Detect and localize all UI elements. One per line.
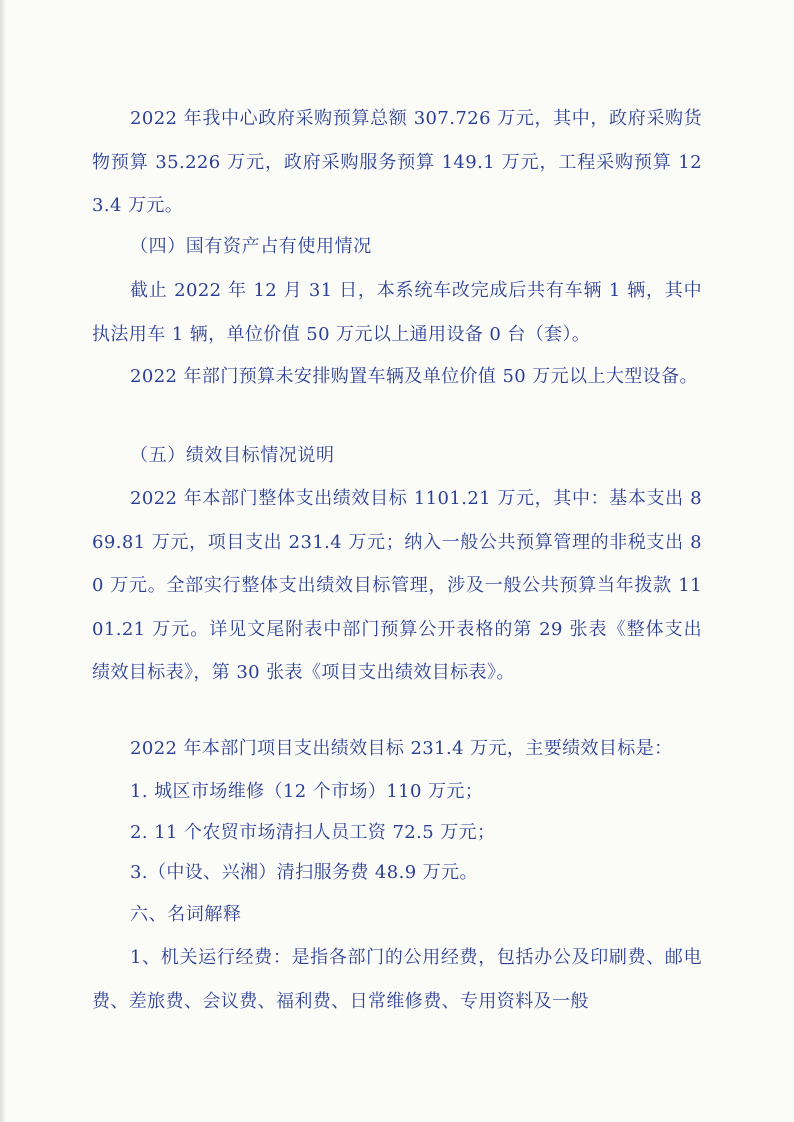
section-heading-state-assets: （四）国有资产占有使用情况: [130, 236, 372, 257]
overall-performance-paragraph: 2022 年本部门整体支出绩效目标 1101.21 万元，其中：基本支出 869.81 万元，项目支出 231.4 万元；纳入一般公共预算管理的非税支出 80 万元。全部实行整体支出绩效目标管理，涉及一般公共预算当年拨款 1101.21 万元。详见文尾附表中部门预算公开表格的第 29 张表《整体支出绩效目标表》，第 30 张表《项目支出绩效目标表》。: [92, 488, 702, 683]
project-performance-paragraph: 2022 年本部门项目支出绩效目标 231.4 万元，主要绩效目标是：: [130, 738, 673, 759]
glossary-operating-expenses-paragraph: 1、机关运行经费：是指各部门的公用经费，包括办公及印刷费、邮电费、差旅费、会议费、福利费、日常维修费、专用资料及一般: [92, 947, 702, 1012]
vehicles-assets-paragraph: 截止 2022 年 12 月 31 日，本系统车改完成后共有车辆 1 辆，其中执法用车 1 辆，单位价值 50 万元以上通用设备 0 台（套）。: [92, 280, 702, 345]
section-heading-performance-goals: （五）绩效目标情况说明: [130, 445, 335, 466]
goal-item-2: 2. 11 个农贸市场清扫人员工资 72.5 万元；: [130, 822, 496, 843]
no-purchase-paragraph: 2022 年部门预算未安排购置车辆及单位价值 50 万元以上大型设备。: [130, 366, 698, 387]
goal-item-1: 1. 城区市场维修（12 个市场）110 万元；: [130, 781, 484, 802]
scan-edge-shadow: [0, 0, 6, 1122]
section-heading-glossary: 六、名词解释: [130, 904, 242, 925]
procurement-budget-paragraph: 2022 年我中心政府采购预算总额 307.726 万元，其中，政府采购货物预算 35.226 万元，政府采购服务预算 149.1 万元，工程采购预算 123.4 万元。: [92, 108, 702, 216]
goal-item-3: 3.（中设、兴湘）清扫服务费 48.9 万元。: [130, 862, 478, 883]
